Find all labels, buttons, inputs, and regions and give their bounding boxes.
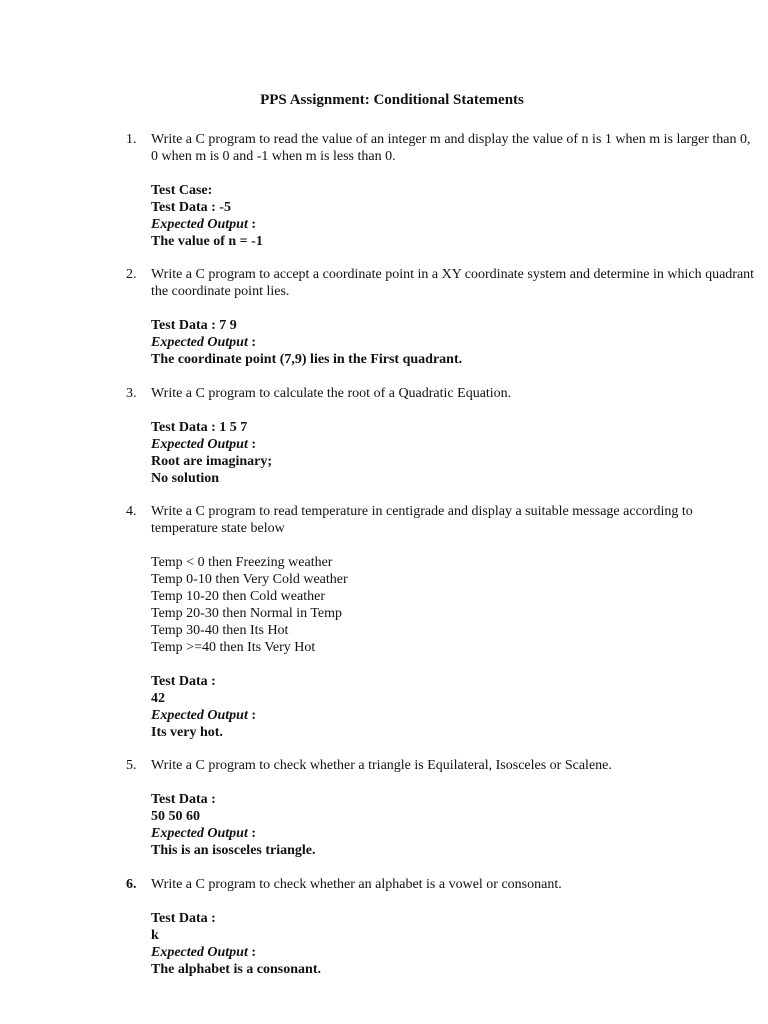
question-4 bbox=[126, 503, 756, 741]
question-3 bbox=[126, 385, 756, 487]
question-number: 6. bbox=[126, 877, 137, 892]
expected-output-value: Root are imaginary; bbox=[151, 454, 273, 469]
test-case-label: Test Case: bbox=[151, 183, 213, 198]
expected-output-label: Expected Output bbox=[151, 437, 248, 452]
expected-output-label: Expected Output bbox=[151, 945, 248, 960]
expected-output-colon: : bbox=[247, 826, 257, 841]
expected-output-label: Expected Output bbox=[151, 708, 248, 723]
question-number: 4. bbox=[126, 504, 137, 519]
expected-output-colon: : bbox=[247, 335, 257, 350]
question-statement: Write a C program to check whether a triangle is Equilateral, Isosceles or Scalene. bbox=[151, 758, 612, 773]
expected-output-label: Expected Output bbox=[151, 826, 248, 841]
test-data-value: k bbox=[151, 928, 159, 943]
expected-output-value: The coordinate point (7,9) lies in the First quadrant. bbox=[151, 352, 463, 367]
condition-line: Temp 30-40 then Its Hot bbox=[151, 623, 289, 638]
question-6 bbox=[126, 876, 756, 978]
expected-output-colon: : bbox=[247, 437, 257, 452]
test-data: Test Data : 7 9 bbox=[151, 318, 237, 333]
document-title: PPS Assignment: Conditional Statements bbox=[260, 92, 524, 108]
condition-line: Temp 20-30 then Normal in Temp bbox=[151, 606, 343, 621]
test-data-value: 50 50 60 bbox=[151, 809, 200, 824]
test-data-label: Test Data : bbox=[151, 792, 216, 807]
question-number: 5. bbox=[126, 758, 137, 773]
expected-output-colon: : bbox=[247, 945, 257, 960]
question-statement: Write a C program to check whether an alphabet is a vowel or consonant. bbox=[151, 877, 562, 892]
test-data: Test Data : 1 5 7 bbox=[151, 420, 248, 435]
expected-output-colon: : bbox=[247, 708, 257, 723]
question-number: 1. bbox=[126, 132, 137, 147]
question-statement: Write a C program to calculate the root of a Quadratic Equation. bbox=[151, 386, 512, 401]
condition-line: Temp < 0 then Freezing weather bbox=[151, 555, 333, 570]
expected-output-value: This is an isosceles triangle. bbox=[151, 843, 316, 858]
expected-output-value: The alphabet is a consonant. bbox=[151, 962, 321, 977]
test-data: Test Data : -5 bbox=[151, 200, 231, 215]
question-2 bbox=[126, 266, 756, 368]
test-data-label: Test Data : bbox=[151, 674, 216, 689]
expected-output-label: Expected Output bbox=[151, 217, 248, 232]
test-data-label: Test Data : bbox=[151, 911, 216, 926]
expected-output-label: Expected Output bbox=[151, 335, 248, 350]
expected-output-value: Its very hot. bbox=[151, 725, 223, 740]
expected-output-value: The value of n = -1 bbox=[151, 234, 263, 249]
condition-line: Temp >=40 then Its Very Hot bbox=[151, 640, 316, 655]
condition-line: Temp 10-20 then Cold weather bbox=[151, 589, 325, 604]
question-5 bbox=[126, 757, 756, 859]
expected-output-value: No solution bbox=[151, 471, 220, 486]
question-statement: Write a C program to read temperature in centigrade and display a suitable message according to temperature state below bbox=[151, 504, 693, 536]
question-statement: Write a C program to accept a coordinate point in a XY coordinate system and determine in which quadrant the coordinate point lies. bbox=[151, 267, 755, 299]
condition-line: Temp 0-10 then Very Cold weather bbox=[151, 572, 348, 587]
expected-output-colon: : bbox=[247, 217, 257, 232]
question-1 bbox=[126, 131, 756, 250]
question-number: 2. bbox=[126, 267, 137, 282]
test-data-value: 42 bbox=[151, 691, 165, 706]
question-number: 3. bbox=[126, 386, 137, 401]
question-statement: Write a C program to read the value of an integer m and display the value of n is 1 when m is larger than 0, 0 when m is 0 and -1 when m is less than 0. bbox=[151, 132, 751, 164]
